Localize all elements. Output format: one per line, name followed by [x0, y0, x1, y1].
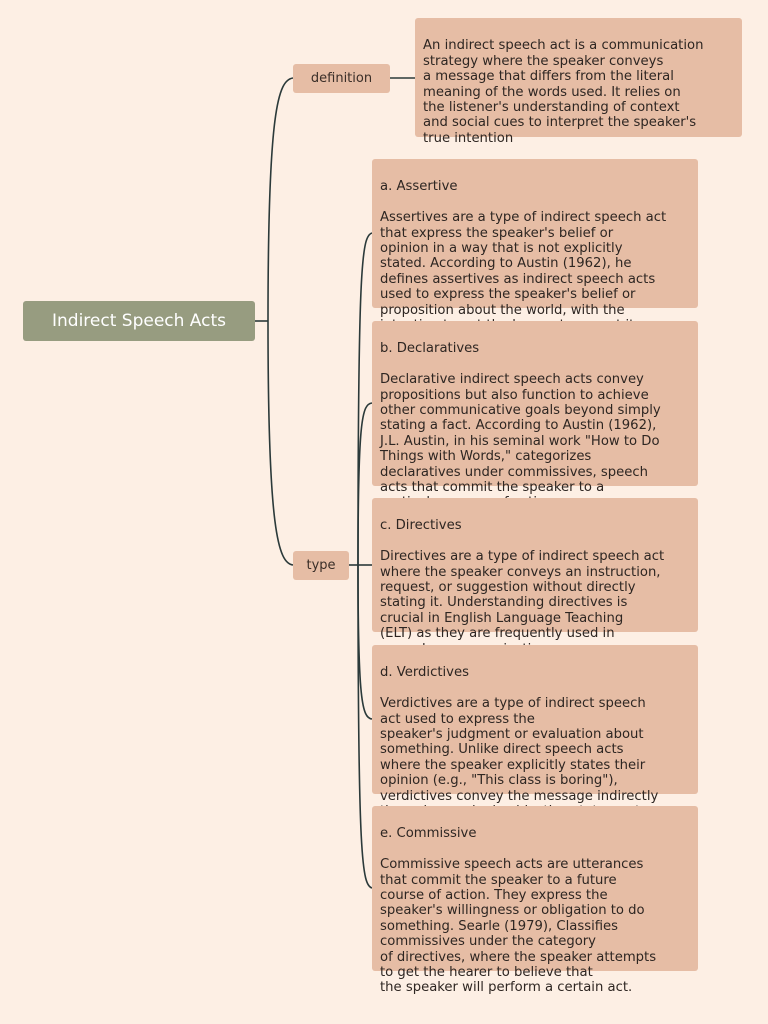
root-node[interactable]	[23, 301, 255, 341]
leaf-assertive-text: Assertives are a type of indirect speech act that express the speaker's belief or opinion in a way that is not explicitly stated. According to Austin (1962), he defines assertives as indirect speech acts used to express the speaker's belief or proposition about the world, with the	[380, 210, 667, 318]
branch-node-type-label: type	[306, 558, 336, 573]
branch-node-definition-label: definition	[310, 71, 373, 86]
leaf-node-assertive[interactable]	[372, 159, 698, 318]
connector-type-commissive	[358, 565, 372, 888]
leaf-assertive-title: a. Assertive	[380, 179, 458, 195]
leaf-declaratives-title: b. Declaratives	[380, 341, 480, 357]
branch-node-type[interactable]	[293, 551, 349, 580]
branch-node-definition[interactable]	[293, 64, 390, 93]
leaf-commissive-title: e. Commissive	[380, 826, 477, 842]
connector-type-verdictives	[358, 565, 372, 719]
leaf-node-definition[interactable]	[415, 18, 742, 146]
leaf-node-verdictives[interactable]	[372, 645, 698, 804]
leaf-verdictives-text: Verdictives are a type of indirect speech act used to express the speaker's judgment or evaluation about something. Unlike direct speech acts where the speaker explicitly states their opinion (e.g., "This class is boring"), verdictives convey the message indirectly	[380, 696, 659, 804]
connector-root-definition	[268, 78, 293, 321]
leaf-directives-title: c. Directives	[380, 518, 462, 534]
root-node-label: Indirect Speech Acts	[51, 311, 227, 331]
connector-root-type	[268, 321, 293, 565]
leaf-node-declaratives[interactable]	[372, 321, 698, 496]
connector-type-declaratives	[358, 403, 372, 565]
leaf-node-commissive[interactable]	[372, 806, 698, 996]
leaf-verdictives-title: d. Verdictives	[380, 665, 469, 681]
leaf-commissive-text: Commissive speech acts are utterances that commit the speaker to a future course of action. They express the speaker's willingness or obligation to do something. Searle (1979), Classifies commissives under the category of directives, where the speaker attempts to get the hearer to believe that the speaker will perform a certain act.	[380, 857, 657, 996]
leaf-node-directives[interactable]	[372, 498, 698, 642]
leaf-definition-text: An indirect speech act is a communication strategy where the speaker conveys a message that differs from the literal meaning of the words used. It relies on the listener's understanding of context and social cues to interpret the speaker's true intention	[423, 38, 704, 146]
leaf-declaratives-text: Declarative indirect speech acts convey propositions but also function to achieve other communicative goals beyond simply stating a fact. According to Austin (1962), J.L. Austin, in his seminal work "How to Do Things with Words," categorizes declaratives under commissives, speech acts that commit the speaker to a	[380, 372, 661, 496]
connector-type-assertive	[358, 233, 372, 565]
leaf-directives-text: Directives are a type of indirect speech act where the speaker conveys an instruction, request, or suggestion without directly stating it. Understanding directives is crucial in English Language Teaching (ELT) as they are frequently used in	[380, 549, 665, 642]
